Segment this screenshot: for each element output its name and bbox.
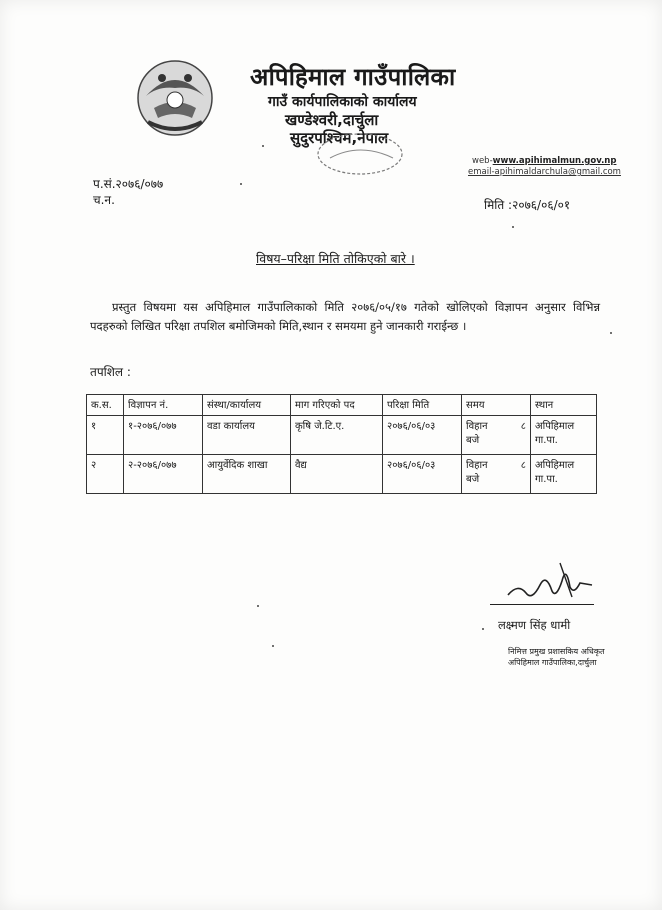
handwritten-signature [500,555,600,610]
signer-office: अपिहिमाल गाउँपालिका,दार्चुला [508,658,597,667]
reference-number: प.सं.२०७६/०७७ [93,177,164,191]
header-cell: माग गरिएको पद [291,395,383,416]
website[interactable]: web-www.apihimalmun.gov.np [472,156,617,166]
email-address[interactable]: email-apihimaldarchula@gmail.com [468,167,621,177]
scan-speck [482,628,484,630]
header-cell: विज्ञापन नं. [124,395,203,416]
signature-line [490,604,594,605]
table-header-row [87,395,597,416]
org-title: अपिहिमाल गाउँपालिका [250,63,456,91]
signer-name: लक्ष्मण सिंह धामी [498,618,571,632]
cell-time: विहान ८ बजे [462,455,531,494]
header-cell: परिक्षा मिति [383,395,462,416]
nepal-emblem-icon [132,56,218,138]
cell-place: अपिहिमाल गा.पा. [531,416,597,455]
office-name: गाउँ कार्यपालिकाको कार्यालय [268,94,417,110]
header-cell: समय [462,395,531,416]
cell-sn: १ [87,416,124,455]
cell-exam-date: २०७६/०६/०३ [383,416,462,455]
cell-ad-no: २-२०७६/०७७ [124,455,203,494]
cell-place: अपिहिमाल गा.पा. [531,455,597,494]
list-label: तपशिल : [90,365,131,379]
cell-office: वडा कार्यालय [203,416,291,455]
cell-office: आयुर्वेदिक शाखा [203,455,291,494]
dispatch-number: च.न. [93,193,115,207]
cell-ad-no: १-२०७६/०७७ [124,416,203,455]
cell-time: विहान ८ बजे [462,416,531,455]
header-cell: संस्था/कार्यालय [203,395,291,416]
body-paragraph: प्रस्तुत विषयमा यस अपिहिमाल गाउँपालिकाको मिति २०७६/०५/१७ गतेको खोलिएको विज्ञापन अनुसार विभिन्न पदहरुको लिखित परिक्षा तपशिल बमोजिमको मिति,स्थान र समयमा हुने जानकारी गराईन्छ । [90,300,600,333]
header-cell: स्थान [531,395,597,416]
letter-date: मिति :२०७६/०६/०१ [484,198,571,212]
cell-post: कृषि जे.टि.ए. [291,416,383,455]
table-row [87,416,597,455]
scan-speck [512,226,514,228]
subject-line: विषय–परिक्षा मिति तोकिएको बारे । [256,251,415,266]
address-line1: खण्डेश्वरी,दार्चुला [285,111,379,129]
scan-speck [272,645,274,647]
cell-exam-date: २०७६/०६/०३ [383,455,462,494]
scan-speck [610,332,612,334]
office-stamp [305,128,405,178]
scan-speck [257,605,259,607]
exam-schedule-table [86,394,597,494]
scan-speck [262,145,264,147]
signer-designation: निमित्त प्रमुख प्रशासकिय अधिकृत [508,647,605,656]
header-cell: क.स. [87,395,124,416]
cell-post: वैद्य [291,455,383,494]
cell-sn: २ [87,455,124,494]
scan-speck [240,183,242,185]
table-row [87,455,597,494]
address-line2: सुदुरपश्चिम,नेपाल [290,129,389,147]
